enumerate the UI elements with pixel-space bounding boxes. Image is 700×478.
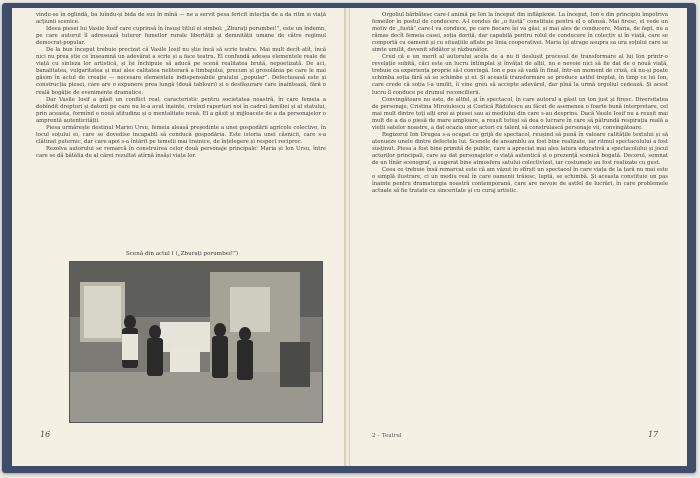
right-page-paragraph: Ceea ce trebuie însă remarcat este că am văzut în sfîrșit un spectacol în care viața de la țară nu mai este o simplă ilustrare, ci un mediu real în care oamenii trăiesc, luptă, se schimbă. Și aceasta constituie un pas înainte pentru dramaturgia noastră contemporană, care are nevoie de astfel de lucrări, în care problemele actuale să fie tratate cu sinceritate și cu curaj artistic. xyxy=(372,167,668,195)
left-page-paragraph: Rezolva autorului se remarcă în construirea celor două personaje principale: Maria și Ion Ursu, între care se dă bătălia de al cărei rezultat atîrnă însăși viața lor. xyxy=(36,145,326,159)
right-page-paragraph: Convingătoare nu este, de altfel, și în spectacol, în care autorul a găsit un ton just și firesc. Diversitatea de personaje, Cristina Miroiulescu și Costică Rădulescu au făcut de asemenea o foarte bună interpretare, cel mai mult dintre toți alți eroi ai piesei sau ai mediului din care s-au desprins. Dacă Vasile Iosif nu a reușit mai mult de a da o piesă de mare amploare, a reușit totuși să dea o lucrare în care să pătrundă respirația reală a vieții satelor noastre, a dat ocazia unor actori cu talent să construiască personaje vii, convingătoare. xyxy=(372,96,668,131)
left-page-paragraph: vindu-se în oglindă, ba luîndu-și bida de sus în mînă — ne a servit pesa fericit intecția de a da ritm si viață acțiunii scenice. xyxy=(36,12,326,26)
left-page-paragraph: Dar Vasile Iosif a găsit un conflict real, caracteristic pentru societatea noastră, în care femeia a dobîndit drepturi și datorii pe care nu le-a avut înainte, creînd raporturi noi în cadrul familiei și al statului, prin aceasta, formînd o nouă atitudine și o mentalitate nouă. El a găsit și mijloacele de a da personajelor o amprentă autenticității. xyxy=(36,96,326,124)
right-page-number: 17 xyxy=(648,430,659,439)
left-page-text xyxy=(36,12,326,244)
left-page-number: 16 xyxy=(40,430,51,439)
right-page-text xyxy=(372,12,668,417)
left-page-paragraph: Ideea piesei lui Vasile Iosif care cuprinsă în însuși titlul ei simbol: „Zburați porumbei!”, este un îndemn, pe care autorul îl adresează tuturor femeilor rurale libertății și demnității umane de către regimul democrat-popular. xyxy=(36,26,326,47)
stage-photo xyxy=(69,261,323,423)
right-page-paragraph: Regizorul Ion Drugea s-a ocupat cu grijă de spectacol, reușind să pună în valoare calitățile textului și să atenueze unele dintre defectele lui. Scenele de ansamblu au fost bine realizate, iar ritmul spectacolului a fost susținut. Piesa a fost bine primită de public, care a apreciat mai ales latura educativă a spectacolului și jocul actorilor principali, care au dat personajelor o viață autentică și o prezență scenică bogată. Decorul, semnat de un tînăr scenograf, a sugerat bine atmosfera satului colectivizat, iar costumele au fost realizate cu gust. xyxy=(372,131,668,166)
right-page xyxy=(349,8,687,466)
left-page-paragraph: De la bun început trebuie precizat că Vasile Iosif nu știe încă să scrie teatru. Mai mult decît atît, încă nici nu prea știe ce înseamnă un adevărat a scrie și a face teatru. El confundă adesea elementele reale de viață cu sinteza lor artistică, și își închipuie să aducă pe scenă realitatea brută, nepoetizată. De aci, banalitatea, vulgaritatea și mai ales calitatea neliterară a limbajului, precum și grosolănia pe care le mai găsim în actul de creație — necesare elementele indispensabile graiului „popular”. Defectuoasă este și construcția piesei, care are o expunere prea lungă (două tablouri) și o desfășurare care înaintează, fără o reală bogăție de evenimente dramatice. xyxy=(36,47,326,96)
running-footer: 2 – Teatrul xyxy=(372,433,402,439)
right-page-paragraph: Cred că e un merit al autorului acela de a nu fi deslușit procesul de transformare al lui Ion printr-o revelație subită, căci este un lucru întîmplat și învățat de alții, nu e nevoie nici să fie dat de o nouă viață, trebuie ca experiența proprie să-l convingă. Ion e pus să vadă în final, într-un moment de criză, că nu-și poate schimba soția fără să se schimbe și el. Și această transformare se produce astfel treptat, în timp ce lui Ion, care crede că soția l-a umilit, îi vine greu să accepte adevărul, dar pînă la urmă orgoliul cedează. Și acest lucru îl conduce pe drumul reconcilierii. xyxy=(372,54,668,96)
left-page xyxy=(12,8,347,466)
photo-caption: Scenă din actul I („Zburați porumbei!”) xyxy=(125,251,239,257)
left-page-paragraph: Piesa urmărește destinul Mariei Ursu, femeia aleasă președinte a unei gospodării agricole colective, în locul soțului ei, care se dovedise incapabil să conducă gospodăria. Este istoria unei căsnicii, care s-a clătinat puternic, dar care apoi s-a întărit pe temelii mai trainice, de înțelegere și respect reciproc. xyxy=(36,124,326,145)
right-page-paragraph: Orgoliul bărbătesc care-l animă pe Ion la început din inflăplexie. La început, Ion e din principiu împotriva femeilor în postul de conducere. A-l condus de „o fustă” constituie pentru el o ofensă. Mai firesc, el vede un motiv de „fustă” care-l va conduce, pe care fiecare își va găsi, și mai ales de conducere, Maria, de fapt, nu a rămas decît femeia casei, soția dorită, dar capabilă pentru rolul de conducere în colectiv și în viață, care se comportă cu oamenii și cu situațiile aflate pe linia cooperativei. Maria își atrage asupra sa ura soțului care se simte umilit, devenit sfidător și răzbunător. xyxy=(372,12,668,54)
